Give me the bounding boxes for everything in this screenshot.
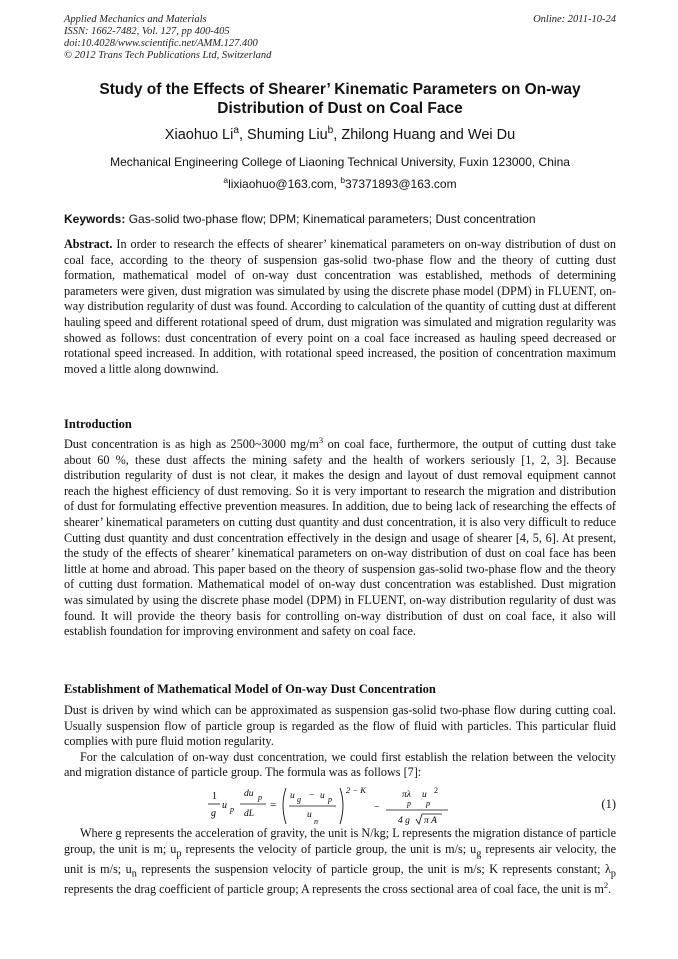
eq-equals: = <box>270 799 277 811</box>
eq-exponent: 2 − K <box>346 785 366 795</box>
establishment-text <box>64 703 616 781</box>
title-line-2: Distribution of Dust on Coal Face <box>217 100 463 117</box>
eq-minus-2: − <box>374 802 380 813</box>
abstract-text: In order to research the effects of shearer’ kinematical parameters on on-way distribution of dust on coal face, according to the theory of suspension gas-solid two-phase flow and the theory of cutting dust formation, mathematical model of on-way dust concentration was established, methods of determining parameters were given, dust migration was simulated by using the discrete phase model (DPM) in FLUENT, on-way distribution regularity of dust was found. According to calculation of the quantity of cutting dust at different hauling speed and different rotational speed of drum, dust migration was simulated and migration regularity was showed as follows: dust concentration of every point on a coal face increased as hauling speed decreased or rotational speed increased. In addition, with rotational speed increased, the position of concentration maximum moved a little along downwind. <box>64 237 616 376</box>
author-rest: , Zhilong Huang and Wei Du <box>333 127 516 143</box>
email-b-mark: b <box>340 175 345 185</box>
affiliation: Mechanical Engineering College of Liaoning Technical University, Fuxin 123000, China <box>110 155 570 169</box>
abstract <box>64 237 616 377</box>
def-part-3: represents air velocity, the unit is m/s; u <box>64 841 616 876</box>
variable-definitions <box>64 826 616 897</box>
introduction-heading: Introduction <box>64 417 132 431</box>
eq-g-den: g <box>211 808 216 819</box>
email-b: 37371893@163.com <box>344 177 457 191</box>
eq-u: u <box>222 800 227 811</box>
paper-title <box>64 80 616 118</box>
eq-un: u <box>307 810 312 820</box>
eq-dl: dL <box>244 809 255 819</box>
eq-u2-p-sub: p <box>426 799 430 808</box>
doi-line: doi:10.4028/www.scientific.net/AMM.127.400 <box>64 38 258 49</box>
eq-g-sub: g <box>297 795 301 804</box>
establishment-para-1: Dust is driven by wind which can be approximated as suspension gas-solid two-phase flow during cutting coal. Usually suspension flow of particle group is regarded as the flow of fluid with particles. This particular fluid complies with pure fluid motion regularity. <box>64 703 616 749</box>
def-sub-p: p <box>176 848 182 860</box>
keywords-label: Keywords: <box>64 212 126 226</box>
abstract-label: Abstract. <box>64 237 113 251</box>
eq-one: 1 <box>212 791 217 802</box>
author-list <box>64 126 616 144</box>
eq-pilambda: πλ <box>402 790 411 800</box>
def-sup-2: 2 <box>603 879 609 890</box>
author-1: Xiaohuo Li <box>164 127 234 143</box>
eq-paren-left <box>283 788 286 824</box>
def-part-5: represents the drag coefficient of particle group; A represents the cross sectional area of coal face, the unit is m <box>64 881 604 896</box>
eq-pia: π A <box>424 816 437 826</box>
eq-paren-right <box>340 788 343 824</box>
def-sub-lambda-p: p <box>610 868 616 880</box>
journal-header <box>64 14 616 62</box>
online-date: Online: 2011-10-24 <box>533 14 616 25</box>
equation-1-formula <box>190 784 490 830</box>
author-2: , Shuming Liu <box>238 127 328 143</box>
establishment-para-2: For the calculation of on-way dust concentration, we could first establish the relation between the velocity and migration distance of particle group. The formula was as follows [7]: <box>64 749 616 780</box>
eq-lambda-p-sub: p <box>407 799 411 808</box>
eq-square: 2 <box>434 786 438 795</box>
eq-du-p-sub: p <box>258 793 262 802</box>
author-2-mark: b <box>327 125 334 137</box>
eq-4g: 4 g <box>398 816 410 826</box>
establishment-heading: Establishment of Mathematical Model of On-way Dust Concentration <box>64 682 436 696</box>
equation-1 <box>190 784 616 830</box>
eq-du: du <box>244 789 254 799</box>
copyright-line: © 2012 Trans Tech Publications Ltd, Switzerland <box>64 50 272 61</box>
def-sub-n: n <box>131 868 137 880</box>
issn-line: ISSN: 1662-7482, Vol. 127, pp 400-405 <box>64 26 230 37</box>
journal-name: Applied Mechanics and Materials <box>64 14 207 25</box>
def-sub-g: g <box>476 848 482 860</box>
email-a: lixiaohuo@163.com, <box>228 177 341 191</box>
author-1-mark: a <box>233 125 239 137</box>
eq-up: u <box>320 791 325 801</box>
def-part-6: . <box>608 881 612 896</box>
eq-up-sub: p <box>328 795 332 804</box>
eq-ug: u <box>290 791 295 801</box>
title-line-1: Study of the Effects of Shearer’ Kinematic Parameters on On-way <box>99 81 581 98</box>
eq-minus: − <box>309 791 315 801</box>
author-emails <box>64 177 616 192</box>
def-part-1: Where g represents the acceleration of gravity, the unit is N/kg; L represents the migration distance of particle group, the unit is m; u <box>64 826 616 856</box>
intro-part-2: on coal face, furthermore, the output of cutting dust take about 60 %, these dust affects the mining safety and the health of workers seriously [1, 2, 3]. Because distribution regularity of dust is not clear, it makes the design and layout of dust removal equipment cannot reach the highest efficiency of dust removing. So it is very important to research the migration and distribution of dust for formulating effective prevention measures. In addition, due to being lack of researching the effects of shearer’ kinematical parameters on cutting dust quantity and dust concentration, it is also very difficult to reduce Cutting dust quantity and dust concentration effectively in the design and usage of shearer [4, 5, 6]. At present, the study of the effects of shearer’ kinematical parameters on on-way distribution of dust on coal face has been little at home and abroad. This paper based on the theory of suspension gas-solid two-phase flow and the theory of cutting dust formation. Mathematical model of on-way dust concentration was established. Dust migration was simulated by using the discrete phase model (DPM) in FLUENT, on-way distribution regularity of dust was found. It will provide the theory basis for controlling on-way distribution of dust on coal face, it also will establish foundation for improving environment and safety on coal face. <box>64 437 616 639</box>
def-part-2: represents the velocity of particle group, the unit is m/s; u <box>181 841 477 856</box>
eq-un-sub: n <box>314 817 318 826</box>
keywords <box>64 212 616 227</box>
intro-part-1: Dust concentration is as high as 2500~3000 mg/m <box>64 437 319 451</box>
email-a-mark: a <box>223 175 229 185</box>
eq-u2: u <box>422 790 427 800</box>
eq-p-sub: p <box>230 805 234 814</box>
intro-cubic-sup: 3 <box>318 434 324 445</box>
def-part-4: represents the suspension velocity of particle group, the unit is m/s; K represents constant; λ <box>136 861 611 876</box>
equation-number: (1) <box>601 797 616 811</box>
keywords-text: Gas-solid two-phase flow; DPM; Kinematical parameters; Dust concentration <box>125 212 536 226</box>
introduction-text <box>64 434 616 640</box>
